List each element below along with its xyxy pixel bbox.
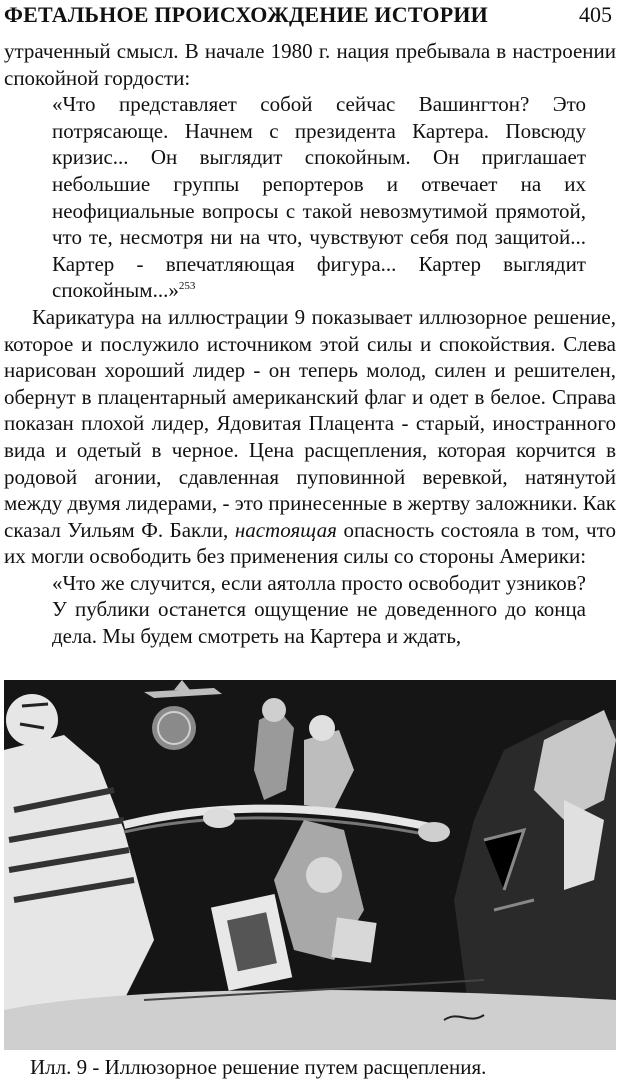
running-title: ФЕТАЛЬНОЕ ПРОИСХОЖДЕНИЕ ИСТОРИИ bbox=[4, 2, 488, 27]
emphasized-word: настоящая bbox=[234, 517, 337, 542]
text-block bbox=[4, 38, 616, 650]
paragraph-continued: утраченный смысл. В начале 1980 г. нация пребывала в настроении спокойной гордости: bbox=[4, 39, 616, 90]
cartoon-illustration bbox=[4, 680, 616, 1050]
paragraph-cartoon-text: Карикатура на иллюстрации 9 показывает иллюзорное решение, которое и послужило источником этой силы и спокойствия. Слева нарисован хороший лидер - он теперь молод, силен и решителен, обернут в плацентарный американский флаг и одет в белое. Справа показан плохой лидер, Ядовитая Плацента - старый, иностранного вида и одетый в черное. Цена расщепления, которая корчится в родовой агонии, сдавленная пуповинной веревкой, натянутой между двумя лидерами, - это принесенные в жертву заложники. Как сказал Уильям Ф. Бакли, bbox=[4, 304, 616, 542]
paragraph-cartoon-text-end: опасность состояла в том, что их могли освободить без применения силы со стороны Америки: bbox=[4, 517, 617, 569]
footnote-marker: 253 bbox=[178, 280, 196, 293]
cartoon-drawing bbox=[4, 680, 616, 1050]
running-head bbox=[4, 2, 612, 32]
page-number: 405 bbox=[579, 2, 612, 27]
figure-caption: Илл. 9 - Иллюзорное решение путем расщепления. bbox=[30, 1055, 487, 1079]
quote-ayatollah: «Что же случится, если аятолла просто освободит узников? У публики останется ощущение не доведенного до конца дела. Мы будем смотреть на Картера и ждать, bbox=[52, 570, 586, 649]
quote-washington bbox=[4, 91, 616, 304]
paragraph-cartoon-description bbox=[4, 304, 616, 570]
quote-washington-text: «Что представляет собой сейчас Вашингтон? Это потрясающе. Начнем с президента Картера. Повсюду кризис... Он выглядит спокойным. Он приглашает небольшие группы репортеров и отвечает на их неофициальные вопросы с такой невозмутимой прямотой, что те, несмотря ни на что, чувствуют себя под защитой... Картер - впечатляющая фигура... Картер выглядит спокойным...» bbox=[52, 92, 586, 303]
